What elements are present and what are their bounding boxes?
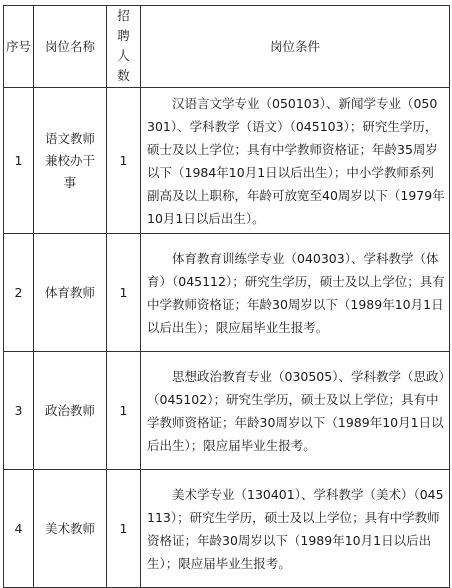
row-seq: 1 [4, 88, 34, 234]
table-row [4, 352, 450, 470]
row-position-name-text: 语文教师兼校办干事 [44, 130, 95, 190]
row-recruit-count: 1 [107, 234, 141, 352]
table-row [4, 234, 450, 352]
row-seq: 4 [4, 470, 34, 588]
row-conditions-text: 美术学专业（130401）、学科教学（美术）（045113）；研究生学历，硕士及以上学位；具有中学教师资格证；年龄30周岁以下（1989年10月1日以后出生）；限应届毕业生报考。 [147, 486, 444, 571]
header-conditions: 岗位条件 [141, 6, 450, 88]
header-seq: 序号 [4, 6, 34, 88]
table-row [4, 470, 450, 588]
row-conditions [141, 470, 450, 588]
row-conditions-text: 汉语言文学专业（050103）、新闻学专业（050301）、学科教学（语文）（045103）；研究生学历，硕士及以上学位；具有中学教师资格证；年龄35周岁以下（1984年10月1日以后出生）；中小学教师系列副高及以上职称，年龄可放宽至40周岁以下（1979年10月1日以后出生）。 [147, 95, 445, 226]
row-conditions-text: 体育教育训练学专业（040303）、学科教学（体育）（045112）；研究生学历，硕士及以上学位；具有中学教师资格证；年龄30周岁以下（1989年10月1日以后出生）；限应届毕业生报考。 [147, 250, 445, 335]
row-position-name: 体育教师 [34, 234, 107, 352]
row-conditions-text: 思想政治教育专业（030505）、学科教学（思政）（045102）；研究生学历，硕士及以上学位；具有中学教师资格证；年龄30周岁以下（1989年10月1日以后出生）；限应届毕业生报考。 [147, 368, 445, 453]
recruitment-table [3, 5, 450, 588]
table-row [4, 88, 450, 234]
row-conditions [141, 352, 450, 470]
row-recruit-count: 1 [107, 352, 141, 470]
row-position-name: 美术教师 [34, 470, 107, 588]
header-recruit-count-label: 招聘人数 [117, 8, 130, 83]
header-recruit-count [107, 6, 141, 88]
row-conditions [141, 88, 450, 234]
row-seq: 3 [4, 352, 34, 470]
table-header-row [4, 6, 450, 88]
row-conditions [141, 234, 450, 352]
header-position-name: 岗位名称 [34, 6, 107, 88]
row-position-name: 政治教师 [34, 352, 107, 470]
row-recruit-count: 1 [107, 470, 141, 588]
row-position-name [34, 88, 107, 234]
row-recruit-count: 1 [107, 88, 141, 234]
row-seq: 2 [4, 234, 34, 352]
